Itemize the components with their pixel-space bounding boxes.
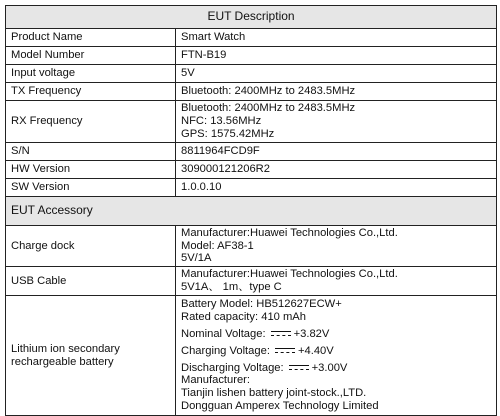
charging-voltage-value: +4.40V <box>297 344 334 357</box>
row-label: Product Name <box>6 29 176 47</box>
row-value: 309000121206R2 <box>176 160 497 178</box>
usb-cable-spec: 5V1A、 1m、type C <box>181 281 282 294</box>
table-row <box>6 83 497 101</box>
discharging-voltage <box>181 362 491 375</box>
battery-manufacturer-label: Manufacturer: <box>181 374 251 387</box>
row-label: Model Number <box>6 47 176 65</box>
table-row <box>6 178 497 196</box>
battery-manufacturer-2: Dongguan Amperex Technology Limited <box>181 400 379 413</box>
row-label: Lithium ion secondary rechargeable battery <box>6 296 176 416</box>
row-value: 1.0.0.10 <box>176 178 497 196</box>
charge-dock-manufacturer: Manufacturer:Huawei Technologies Co.,Ltd. <box>181 226 398 239</box>
table-row <box>6 267 497 296</box>
row-value: Bluetooth: 2400MHz to 2483.5MHz <box>176 83 497 101</box>
table-row <box>6 142 497 160</box>
nominal-voltage-value: +3.82V <box>293 327 330 340</box>
charge-dock-model: Model: AF38-1 <box>181 239 254 252</box>
usb-cable-manufacturer: Manufacturer:Huawei Technologies Co.,Ltd. <box>181 268 398 281</box>
rx-nfc: NFC: 13.56MHz <box>181 114 262 127</box>
rx-gps: GPS: 1575.42MHz <box>181 127 275 140</box>
accessory-header-row <box>6 196 497 225</box>
table-row <box>6 65 497 83</box>
charging-voltage <box>181 345 491 358</box>
row-value: 8811964FCD9F <box>176 142 497 160</box>
row-label: Input voltage <box>6 65 176 83</box>
description-header: EUT Description <box>6 6 497 29</box>
dc-voltage-icon <box>271 330 291 338</box>
table-row <box>6 101 497 143</box>
dc-voltage-icon <box>275 347 295 355</box>
row-label: TX Frequency <box>6 83 176 101</box>
row-value: FTN-B19 <box>176 47 497 65</box>
row-value <box>176 225 497 267</box>
charge-dock-rating: 5V/1A <box>181 252 212 265</box>
nominal-voltage <box>181 328 491 341</box>
row-label: SW Version <box>6 178 176 196</box>
row-value: 5V <box>176 65 497 83</box>
row-value <box>176 101 497 143</box>
dc-voltage-icon <box>289 364 309 372</box>
row-label: S/N <box>6 142 176 160</box>
charging-voltage-label: Charging Voltage: <box>181 344 270 357</box>
discharging-voltage-value: +3.00V <box>311 361 348 374</box>
table-row <box>6 29 497 47</box>
table-row <box>6 47 497 65</box>
table-row <box>6 160 497 178</box>
battery-model: Battery Model: HB512627ECW+ <box>181 298 342 310</box>
table-row <box>6 225 497 267</box>
row-label: USB Cable <box>6 267 176 296</box>
row-label: HW Version <box>6 160 176 178</box>
row-label: Charge dock <box>6 225 176 267</box>
table-row <box>6 296 497 416</box>
row-value <box>176 267 497 296</box>
battery-details <box>176 296 497 416</box>
row-label: RX Frequency <box>6 101 176 143</box>
row-value: Smart Watch <box>176 29 497 47</box>
battery-manufacturer-1: Tianjin lishen battery joint-stock.,LTD. <box>181 387 367 400</box>
discharging-voltage-label: Discharging Voltage: <box>181 361 284 374</box>
eut-spec-table <box>5 5 497 416</box>
nominal-voltage-label: Nominal Voltage: <box>181 327 266 340</box>
description-header-row <box>6 6 497 29</box>
accessory-header: EUT Accessory <box>6 196 497 225</box>
battery-capacity: Rated capacity: 410 mAh <box>181 310 306 323</box>
rx-bluetooth: Bluetooth: 2400MHz to 2483.5MHz <box>181 102 356 114</box>
